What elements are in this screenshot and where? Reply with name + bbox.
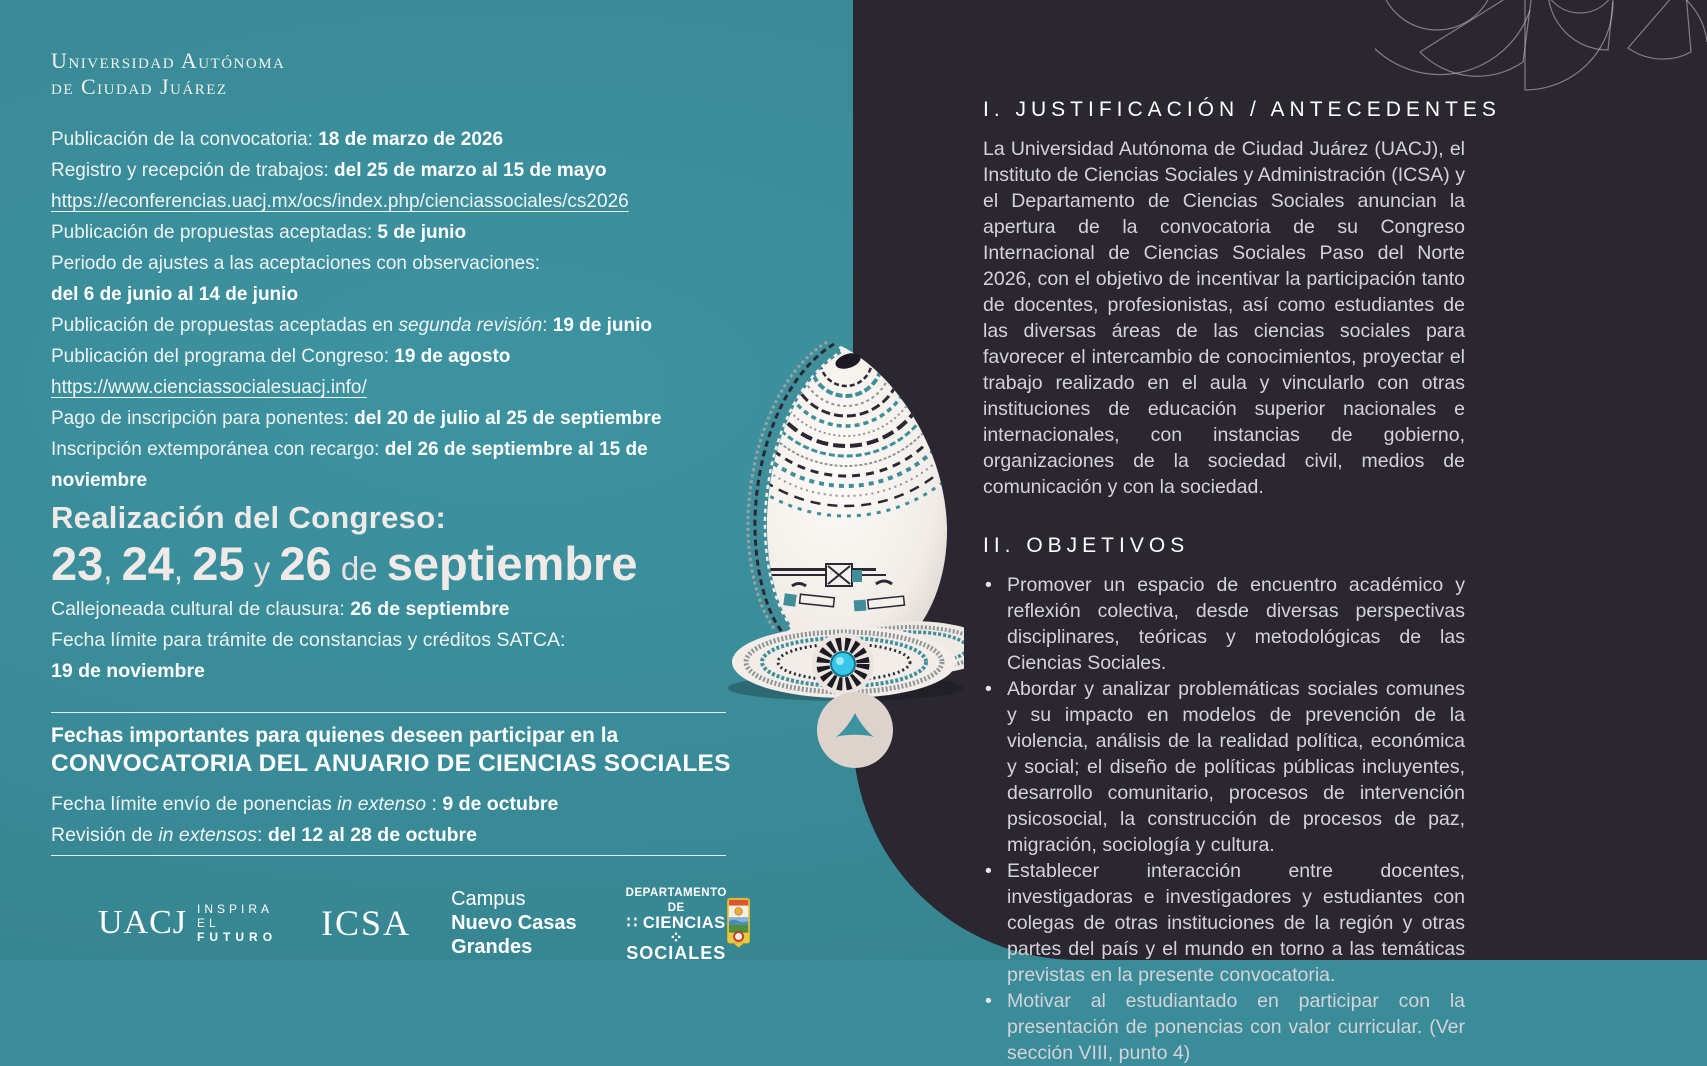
closing-dates-list (51, 594, 726, 687)
anuario-intro: Fechas importantes para quienes deseen participar en la (51, 724, 619, 747)
link-url[interactable]: https://econferencias.uacj.mx/ocs/index.php/cienciassociales/cs2026 (51, 191, 629, 212)
text-segment: y (244, 550, 280, 587)
text-segment: del 26 de septiembre al 15 de noviembre (51, 439, 648, 491)
divider-top (51, 712, 726, 713)
text-segment: de (331, 550, 387, 587)
campus-line1: Campus (451, 888, 526, 910)
anuario-dates-list (51, 789, 726, 851)
icsa-logo: ICSA (321, 903, 412, 943)
schedule-line (51, 217, 726, 248)
schedule-line (51, 656, 726, 687)
department-line2: ∷ CIENCIAS ⁘ (626, 913, 726, 947)
text-segment: 25 (192, 537, 245, 590)
text-segment: 5 de junio (377, 222, 467, 243)
text-segment: 26 (279, 537, 332, 590)
text-segment: 19 de noviembre (51, 660, 205, 682)
schedule-line (51, 434, 726, 496)
text-segment: 19 de agosto (394, 346, 511, 367)
text-segment: del 6 de junio al 14 de junio (51, 284, 299, 305)
text-segment: 26 de septiembre (350, 598, 510, 620)
text-segment: 23 (51, 537, 104, 590)
text-segment: Fecha límite envío de ponencias (51, 793, 338, 815)
congress-title: Realización del Congreso: (51, 500, 447, 535)
schedule-line (51, 820, 726, 851)
department-line1: DEPARTAMENTO DE (625, 886, 727, 914)
text-segment: Publicación de propuestas aceptadas: (51, 222, 378, 243)
divider-bottom (51, 855, 726, 856)
uacj-wordmark: UACJ (98, 904, 188, 941)
text-segment: Registro y recepción de trabajos: (51, 160, 335, 181)
university-name (51, 48, 285, 100)
footer-logos (98, 884, 750, 962)
text-segment: , (173, 550, 193, 587)
uacj-tagline (197, 902, 277, 944)
uacj-tagline-line2: FUTURO (197, 930, 278, 944)
objective-item: • Motivar al estudiantado en participar con la presentación de ponencias con valor curricular. (Ver sección VIII, punto 4) (983, 988, 1465, 1066)
schedule-line (51, 279, 726, 310)
objective-item: • Promover un espacio de encuentro académico y reflexión colectiva, desde diversas perspectivas disciplinares, teóricas y metodológicas de las Ciencias Sociales. (983, 572, 1465, 676)
schedule-list (51, 124, 726, 496)
scroll-top-button[interactable] (817, 692, 893, 768)
text-segment: 19 de junio (552, 315, 652, 336)
schedule-line (51, 594, 726, 625)
text-segment: in extenso (337, 793, 427, 815)
text-segment: : (426, 793, 443, 815)
text-segment: septiembre (386, 537, 638, 590)
text-segment: 24 (121, 537, 174, 590)
text-segment: Fecha límite para trámite de constancias y créditos SATCA: (51, 629, 566, 651)
text-segment: , (103, 550, 122, 587)
campus-line2: Nuevo Casas Grandes (451, 912, 577, 958)
text-segment: 18 de marzo de 2026 (318, 129, 504, 150)
text-segment: : (256, 824, 268, 846)
text-segment: Pago de inscripción para ponentes: (51, 408, 355, 429)
anuario-title: CONVOCATORIA DEL ANUARIO DE CIENCIAS SOCIALES (51, 750, 731, 777)
link-url[interactable]: https://www.cienciassocialesuacj.info/ (51, 377, 367, 398)
text-segment: Revisión de (51, 824, 159, 846)
section-objetivos-title: II. OBJETIVOS (983, 534, 1190, 557)
text-segment: Inscripción extemporánea con recargo: (51, 439, 385, 460)
objective-item: • Establecer interacción entre docentes, investigadoras e investigadores y estudiantes con colegas de otras instituciones de la región y otras partes del país y el mundo en torno a las temáticas previstas en la presente convocatoria. (983, 858, 1465, 988)
schedule-line (51, 248, 726, 279)
section-justificacion-body: La Universidad Autónoma de Ciudad Juárez (UACJ), el Instituto de Ciencias Sociales y Administración (ICSA) y el Departamento de Ciencias Sociales anuncian la apertura de la convocatoria de su Congreso Internacional de Ciencias Sociales Paso del Norte 2026, con el objetivo de incentivar la participación tanto de docentes, profesionistas, así como estudiantes de las diversas áreas de las ciencias sociales para favorecer el intercambio de conocimientos, proyectar el trabajo realizado en el aula y vincularlo con otras instituciones de educación superior nacionales e internacionales, con instancias de gobierno, organizaciones de la sociedad civil, medios de comunicación y con la sociedad. (983, 138, 1465, 498)
text-segment: 9 de octubre (442, 793, 559, 815)
abstract-arcs-decoration-icon (1375, 0, 1707, 175)
schedule-line (51, 124, 726, 155)
schedule-line (51, 372, 726, 403)
campus-label (451, 887, 588, 959)
objectives-list (983, 572, 1465, 1066)
text-segment: in extensos (158, 824, 257, 846)
uacj-logo (98, 902, 277, 944)
text-segment: Publicación del programa del Congreso: (51, 346, 395, 367)
text-segment: : (542, 315, 553, 336)
text-segment: del 20 de julio al 25 de septiembre (354, 408, 662, 429)
department-logo (626, 886, 727, 961)
text-segment: Callejoneada cultural de clausura: (51, 598, 351, 620)
schedule-line (51, 155, 726, 186)
mata-ortiz-pottery-image (726, 332, 964, 710)
schedule-line (51, 186, 726, 217)
schedule-line (51, 625, 726, 656)
congress-dates (51, 536, 637, 591)
department-line3: SOCIALES (626, 942, 727, 963)
schedule-line (51, 310, 726, 341)
text-segment: Periodo de ajustes a las aceptaciones con observaciones: (51, 253, 541, 274)
objective-item: • Abordar y analizar problemáticas sociales comunes y su impacto en modelos de prevención de la violencia, análisis de la realidad política, económica y social; el diseño de políticas públicas incluyentes, desarrollo comunitario, procesos de intervención psicosocial, la construcción de procesos de paz, migración, sociología y cultura. (983, 676, 1465, 858)
text-segment: Publicación de la convocatoria: (51, 129, 319, 150)
uacj-tagline-line1: INSPIRA EL (197, 902, 273, 930)
schedule-line (51, 789, 726, 820)
schedule-line (51, 403, 726, 434)
text-segment: segunda revisión (398, 315, 543, 336)
university-name-line1: Universidad Autónoma (51, 48, 286, 73)
triangle-up-icon (832, 709, 878, 751)
text-segment: Publicación de propuestas aceptadas en (51, 315, 399, 336)
text-segment: del 12 al 28 de octubre (267, 824, 477, 846)
university-name-line2: de Ciudad Juárez (51, 74, 228, 99)
right-content (983, 98, 1501, 1066)
section-justificacion-title: I. JUSTIFICACIÓN / ANTECEDENTES (983, 98, 1501, 121)
schedule-line (51, 341, 726, 372)
coat-of-arms-icon (727, 884, 750, 962)
text-segment: del 25 de marzo al 15 de mayo (334, 160, 607, 181)
